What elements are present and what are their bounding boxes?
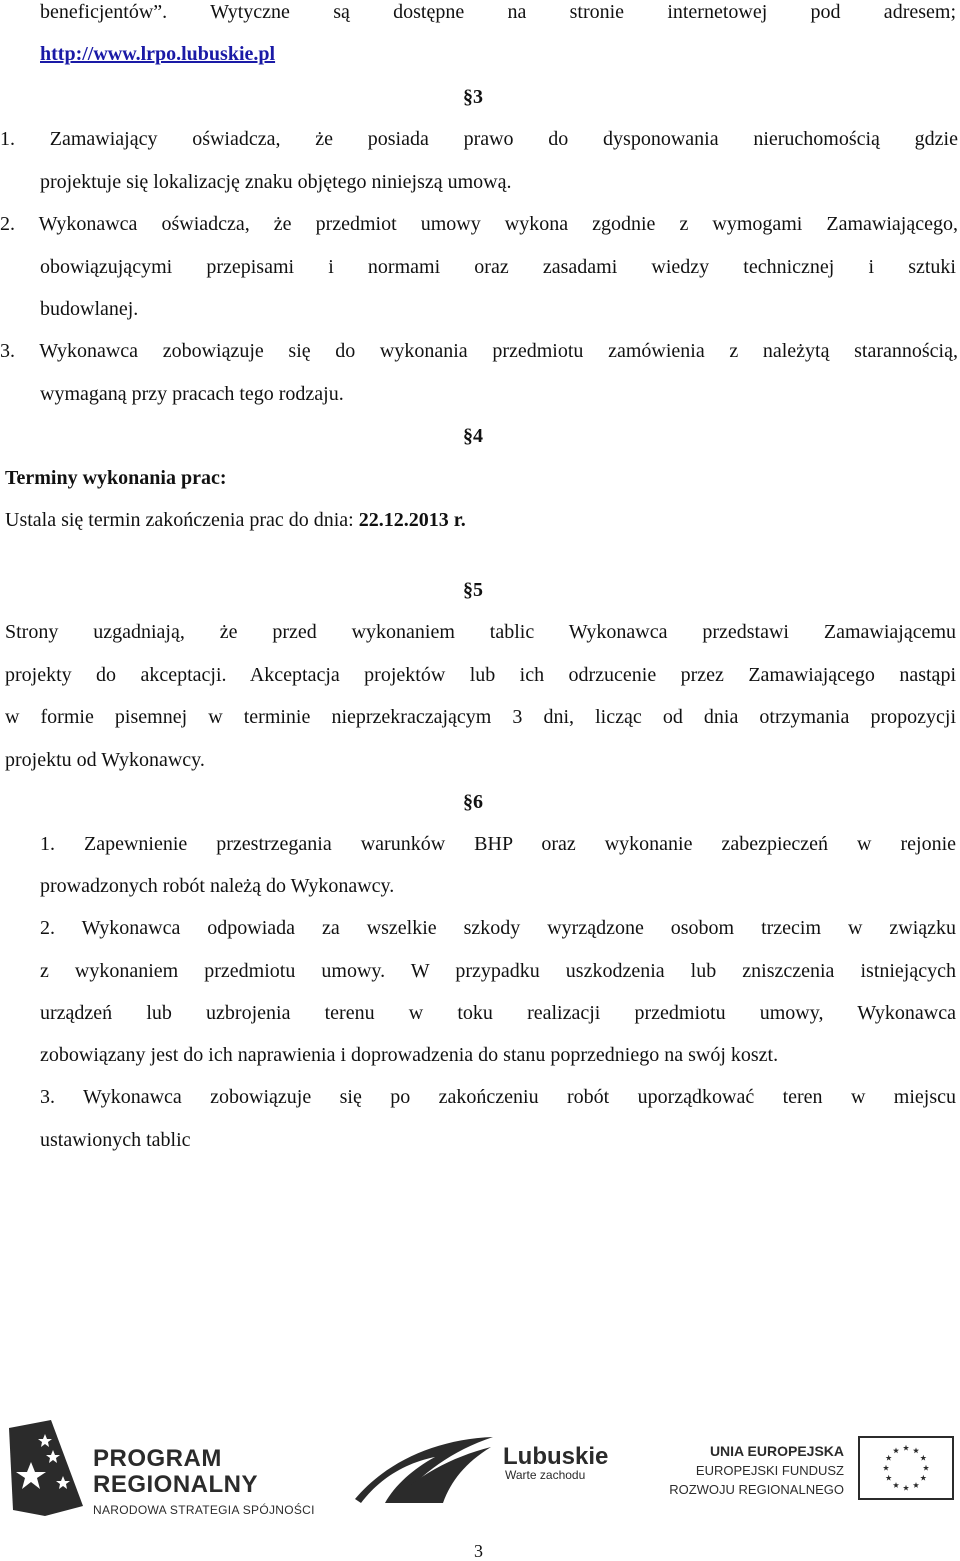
sec4-title: Terminy wykonania prac: xyxy=(5,467,227,489)
program-regionalny-text xyxy=(93,1446,315,1518)
lubuskie-tagline: Warte zachodu xyxy=(505,1468,586,1482)
sec3-point1-line2: projektuje się lokalizację znaku objętego niniejszą umową. xyxy=(40,171,512,193)
lubuskie-name: Lubuskie xyxy=(503,1443,609,1470)
intro-line: beneficjentów”. Wytyczne są dostępne na stronie internetowej pod adresem; xyxy=(40,1,956,23)
section-heading-6: §6 xyxy=(463,791,483,813)
sec6-point2-line1: 2. Wykonawca odpowiada za wszelkie szkody wyrządzone osobom trzecim w związku xyxy=(40,917,956,939)
eu-line1: UNIA EUROPEJSKA xyxy=(709,1443,844,1459)
eu-line3: ROZWOJU REGIONALNEGO xyxy=(669,1482,844,1497)
lrpo-url-link[interactable]: http://www.lrpo.lubuskie.pl xyxy=(40,43,276,65)
eu-line2: EUROPEJSKI FUNDUSZ xyxy=(695,1463,844,1478)
sec3-point2-line2: obowiązującymi przepisami i normami oraz zasadami wiedzy technicznej i sztuki xyxy=(40,256,956,278)
sec6-point1-line2: prowadzonych robót należą do Wykonawcy. xyxy=(40,875,395,897)
sec3-point1-line1: 1. Zamawiający oświadcza, że posiada prawo do dysponowania nieruchomością gdzie xyxy=(0,128,958,150)
sec3-point3-line1: 3. Wykonawca zobowiązuje się do wykonania przedmiotu zamówienia z należytą starannością, xyxy=(0,340,958,362)
sec5-line4: projektu od Wykonawcy. xyxy=(5,749,205,771)
program-line3: NARODOWA STRATEGIA SPÓJNOŚCI xyxy=(93,1503,315,1517)
sec4-deadline-date: 22.12.2013 r. xyxy=(358,509,466,531)
sec5-line3: w formie pisemnej w terminie nieprzekraczającym 3 dni, licząc od dnia otrzymania propozycji xyxy=(5,706,956,728)
eu-flag-icon xyxy=(858,1436,954,1500)
section-heading-5: §5 xyxy=(463,579,483,601)
section-heading-4: §4 xyxy=(463,425,483,447)
url-link-line xyxy=(40,42,275,66)
sec5-line2: projekty do akceptacji. Akceptacja projektów lub ich odrzucenie przez Zamawiającego nastąpi xyxy=(5,664,956,686)
sec4-deadline-prefix: Ustala się termin zakończenia prac do dnia: xyxy=(5,509,359,531)
sec4-deadline-line xyxy=(5,508,466,532)
program-line1: PROGRAM xyxy=(93,1445,222,1472)
section-heading-3: §3 xyxy=(463,86,483,108)
sec6-point1-line1: 1. Zapewnienie przestrzegania warunków BHP oraz wykonanie zabezpieczeń w rejonie xyxy=(40,833,956,855)
sec3-point2-line3: budowlanej. xyxy=(40,298,139,320)
sec6-point2-line4: zobowiązany jest do ich naprawienia i doprowadzenia do stanu poprzedniego na swój koszt. xyxy=(40,1044,779,1066)
lubuskie-swoosh-icon xyxy=(355,1433,495,1503)
program-line2: REGIONALNY xyxy=(93,1471,259,1498)
sec3-point3-line2: wymaganą przy pracach tego rodzaju. xyxy=(40,383,344,405)
sec6-point2-line2: z wykonaniem przedmiotu umowy. W przypadku uszkodzenia lub zniszczenia istniejących xyxy=(40,960,956,982)
sec6-point3-line2: ustawionych tablic xyxy=(40,1129,191,1151)
sec6-point3-line1: 3. Wykonawca zobowiązuje się po zakończeniu robót uporządkować teren w miejscu xyxy=(40,1086,956,1108)
sec5-line1: Strony uzgadniają, że przed wykonaniem tablic Wykonawca przedstawi Zamawiającemu xyxy=(5,621,956,643)
eu-text xyxy=(669,1442,844,1499)
sec3-point2-line1: 2. Wykonawca oświadcza, że przedmiot umowy wykona zgodnie z wymogami Zamawiającego, xyxy=(0,213,958,235)
page-number: 3 xyxy=(474,1541,483,1561)
program-regionalny-logo-icon xyxy=(5,1420,85,1516)
sec6-point2-line3: urządzeń lub uzbrojenia terenu w toku realizacji przedmiotu umowy, Wykonawca xyxy=(40,1002,956,1024)
